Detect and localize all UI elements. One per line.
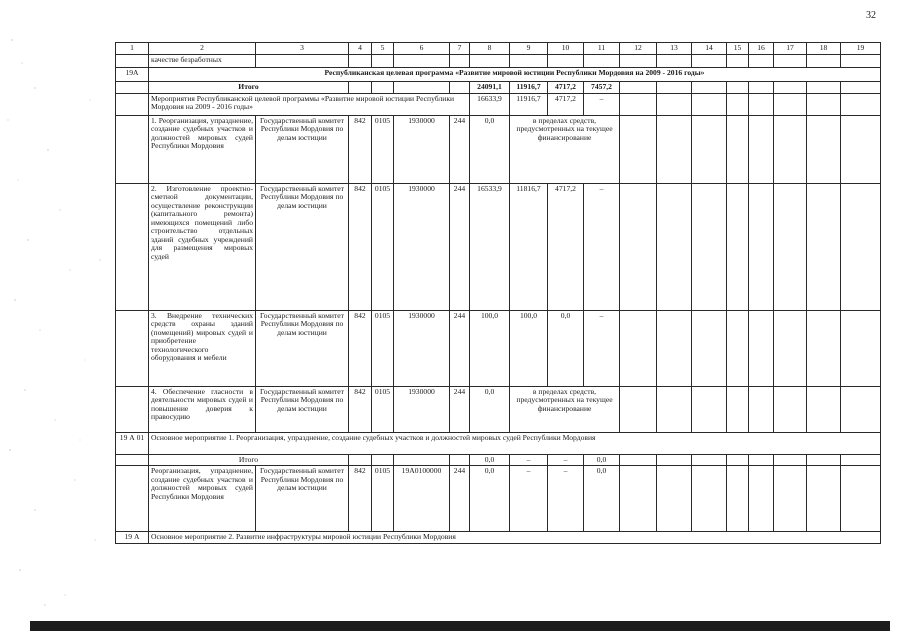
main-measure-code: 19 А xyxy=(116,532,149,544)
amount: 16533,9 xyxy=(470,183,510,310)
col-number: 17 xyxy=(774,43,807,55)
table-row xyxy=(116,55,881,68)
rzpr-code: 0105 xyxy=(372,115,394,183)
col-number: 1 xyxy=(116,43,149,55)
main-measure-row xyxy=(116,432,881,454)
rzpr-code: 0105 xyxy=(372,183,394,310)
measure-name: 2. Изготовление проектно-сметной документации, осуществление реконструкции (капитального ремонта) имеющихся помещений либо строительство отдельных зданий судебных учреждений для размещения мировых судей xyxy=(149,183,256,310)
grbs-code: 842 xyxy=(349,183,372,310)
table-row xyxy=(116,115,881,183)
col-number: 8 xyxy=(470,43,510,55)
amount: 0,0 xyxy=(470,466,510,532)
amount: 100,0 xyxy=(510,310,548,386)
col-number: 2 xyxy=(149,43,256,55)
amount: 0,0 xyxy=(470,386,510,432)
executor: Государственный комитет Республики Мордовия по делам юстиции xyxy=(256,466,349,532)
table-row xyxy=(116,310,881,386)
amount: 0,0 xyxy=(470,115,510,183)
scan-edge-bar xyxy=(30,621,890,631)
vr-code: 244 xyxy=(450,466,470,532)
col-number: 11 xyxy=(584,43,620,55)
col-number: 3 xyxy=(256,43,349,55)
amount: – xyxy=(584,183,620,310)
vr-code: 244 xyxy=(450,183,470,310)
main-measure-title: Основное мероприятие 1. Реорганизация, упразднение, создание судебных участков и должностей мировых судей Республики Мордовия xyxy=(149,432,881,454)
table-row xyxy=(116,183,881,310)
table-row xyxy=(116,386,881,432)
program-total-row xyxy=(116,82,881,94)
measure-name: 3. Внедрение технических средств охраны зданий (помещений) мировых судей и приобретение технологического оборудования и мебели xyxy=(149,310,256,386)
csr-code: 1930000 xyxy=(394,115,450,183)
col-number: 16 xyxy=(749,43,774,55)
col-number: 18 xyxy=(807,43,841,55)
csr-code: 1930000 xyxy=(394,386,450,432)
executor: Государственный комитет Республики Мордовия по делам юстиции xyxy=(256,115,349,183)
vr-code: 244 xyxy=(450,386,470,432)
csr-code: 1930000 xyxy=(394,183,450,310)
total-value: 11916,7 xyxy=(510,82,548,94)
executor: Государственный комитет Республики Мордовия по делам юстиции xyxy=(256,386,349,432)
rzpr-code: 0105 xyxy=(372,310,394,386)
measures-row xyxy=(116,93,881,115)
amount: 11816,7 xyxy=(510,183,548,310)
measure-name: 4. Обеспечение гласности в деятельности мировых судей и повышение доверия к правосудию xyxy=(149,386,256,432)
col-number: 14 xyxy=(692,43,727,55)
column-number-row xyxy=(116,43,881,55)
measures-value: 4717,2 xyxy=(548,93,584,115)
measures-value: 11916,7 xyxy=(510,93,548,115)
total-value: 7457,2 xyxy=(584,82,620,94)
grbs-code: 842 xyxy=(349,466,372,532)
page-number: 32 xyxy=(866,10,876,21)
grbs-code: 842 xyxy=(349,310,372,386)
row-name: качестве безработных xyxy=(149,55,256,68)
funding-note: в пределах средств, предусмотренных на текущее финансирование xyxy=(510,386,620,432)
col-number: 12 xyxy=(620,43,657,55)
measures-value: – xyxy=(584,93,620,115)
total-value: – xyxy=(510,454,548,466)
rzpr-code: 0105 xyxy=(372,386,394,432)
main-measure-total-row xyxy=(116,454,881,466)
grbs-code: 842 xyxy=(349,386,372,432)
amount: 100,0 xyxy=(470,310,510,386)
col-number: 13 xyxy=(657,43,692,55)
funding-note: в пределах средств, предусмотренных на текущее финансирование xyxy=(510,115,620,183)
amount: – xyxy=(548,466,584,532)
executor: Государственный комитет Республики Мордовия по делам юстиции xyxy=(256,183,349,310)
amount: – xyxy=(584,310,620,386)
total-value: 0,0 xyxy=(470,454,510,466)
col-number: 9 xyxy=(510,43,548,55)
csr-code: 1930000 xyxy=(394,310,450,386)
measure-name: Реорганизация, упразднение, создание судебных участков и должностей мировых судей Республики Мордовия xyxy=(149,466,256,532)
main-measure-row xyxy=(116,532,881,544)
total-label: Итого xyxy=(149,82,349,94)
csr-code: 19А0100000 xyxy=(394,466,450,532)
vr-code: 244 xyxy=(450,115,470,183)
amount: 0,0 xyxy=(548,310,584,386)
amount: 4717,2 xyxy=(548,183,584,310)
col-number: 5 xyxy=(372,43,394,55)
measures-label: Мероприятия Республиканской целевой программы «Развитие мировой юстиции Республики Мордовия на 2009 - 2016 годы» xyxy=(149,93,470,115)
total-value: 24091,1 xyxy=(470,82,510,94)
col-number: 10 xyxy=(548,43,584,55)
col-number: 6 xyxy=(394,43,450,55)
col-number: 7 xyxy=(450,43,470,55)
measure-name: 1. Реорганизация, упразднение, создание судебных участков и должностей мировых судей Республики Мордовия xyxy=(149,115,256,183)
main-measure-title: Основное мероприятие 2. Развитие инфраструктуры мировой юстиции Республики Мордовия xyxy=(149,532,881,544)
rzpr-code: 0105 xyxy=(372,466,394,532)
col-number: 4 xyxy=(349,43,372,55)
grbs-code: 842 xyxy=(349,115,372,183)
vr-code: 244 xyxy=(450,310,470,386)
program-row xyxy=(116,68,881,82)
col-number: 19 xyxy=(841,43,881,55)
total-value: – xyxy=(548,454,584,466)
budget-table xyxy=(115,42,881,544)
col-number: 15 xyxy=(727,43,749,55)
measures-value: 16633,9 xyxy=(470,93,510,115)
main-measure-code: 19 А 01 xyxy=(116,432,149,454)
total-value: 0,0 xyxy=(584,454,620,466)
amount: 0,0 xyxy=(584,466,620,532)
amount: – xyxy=(510,466,548,532)
executor: Государственный комитет Республики Мордовия по делам юстиции xyxy=(256,310,349,386)
program-code: 19А xyxy=(116,68,149,82)
table-row xyxy=(116,466,881,532)
program-title: Республиканская целевая программа «Развитие мировой юстиции Республики Мордовия на 2009 - 2016 годы» xyxy=(149,68,881,82)
total-label: Итого xyxy=(149,454,349,466)
total-value: 4717,2 xyxy=(548,82,584,94)
